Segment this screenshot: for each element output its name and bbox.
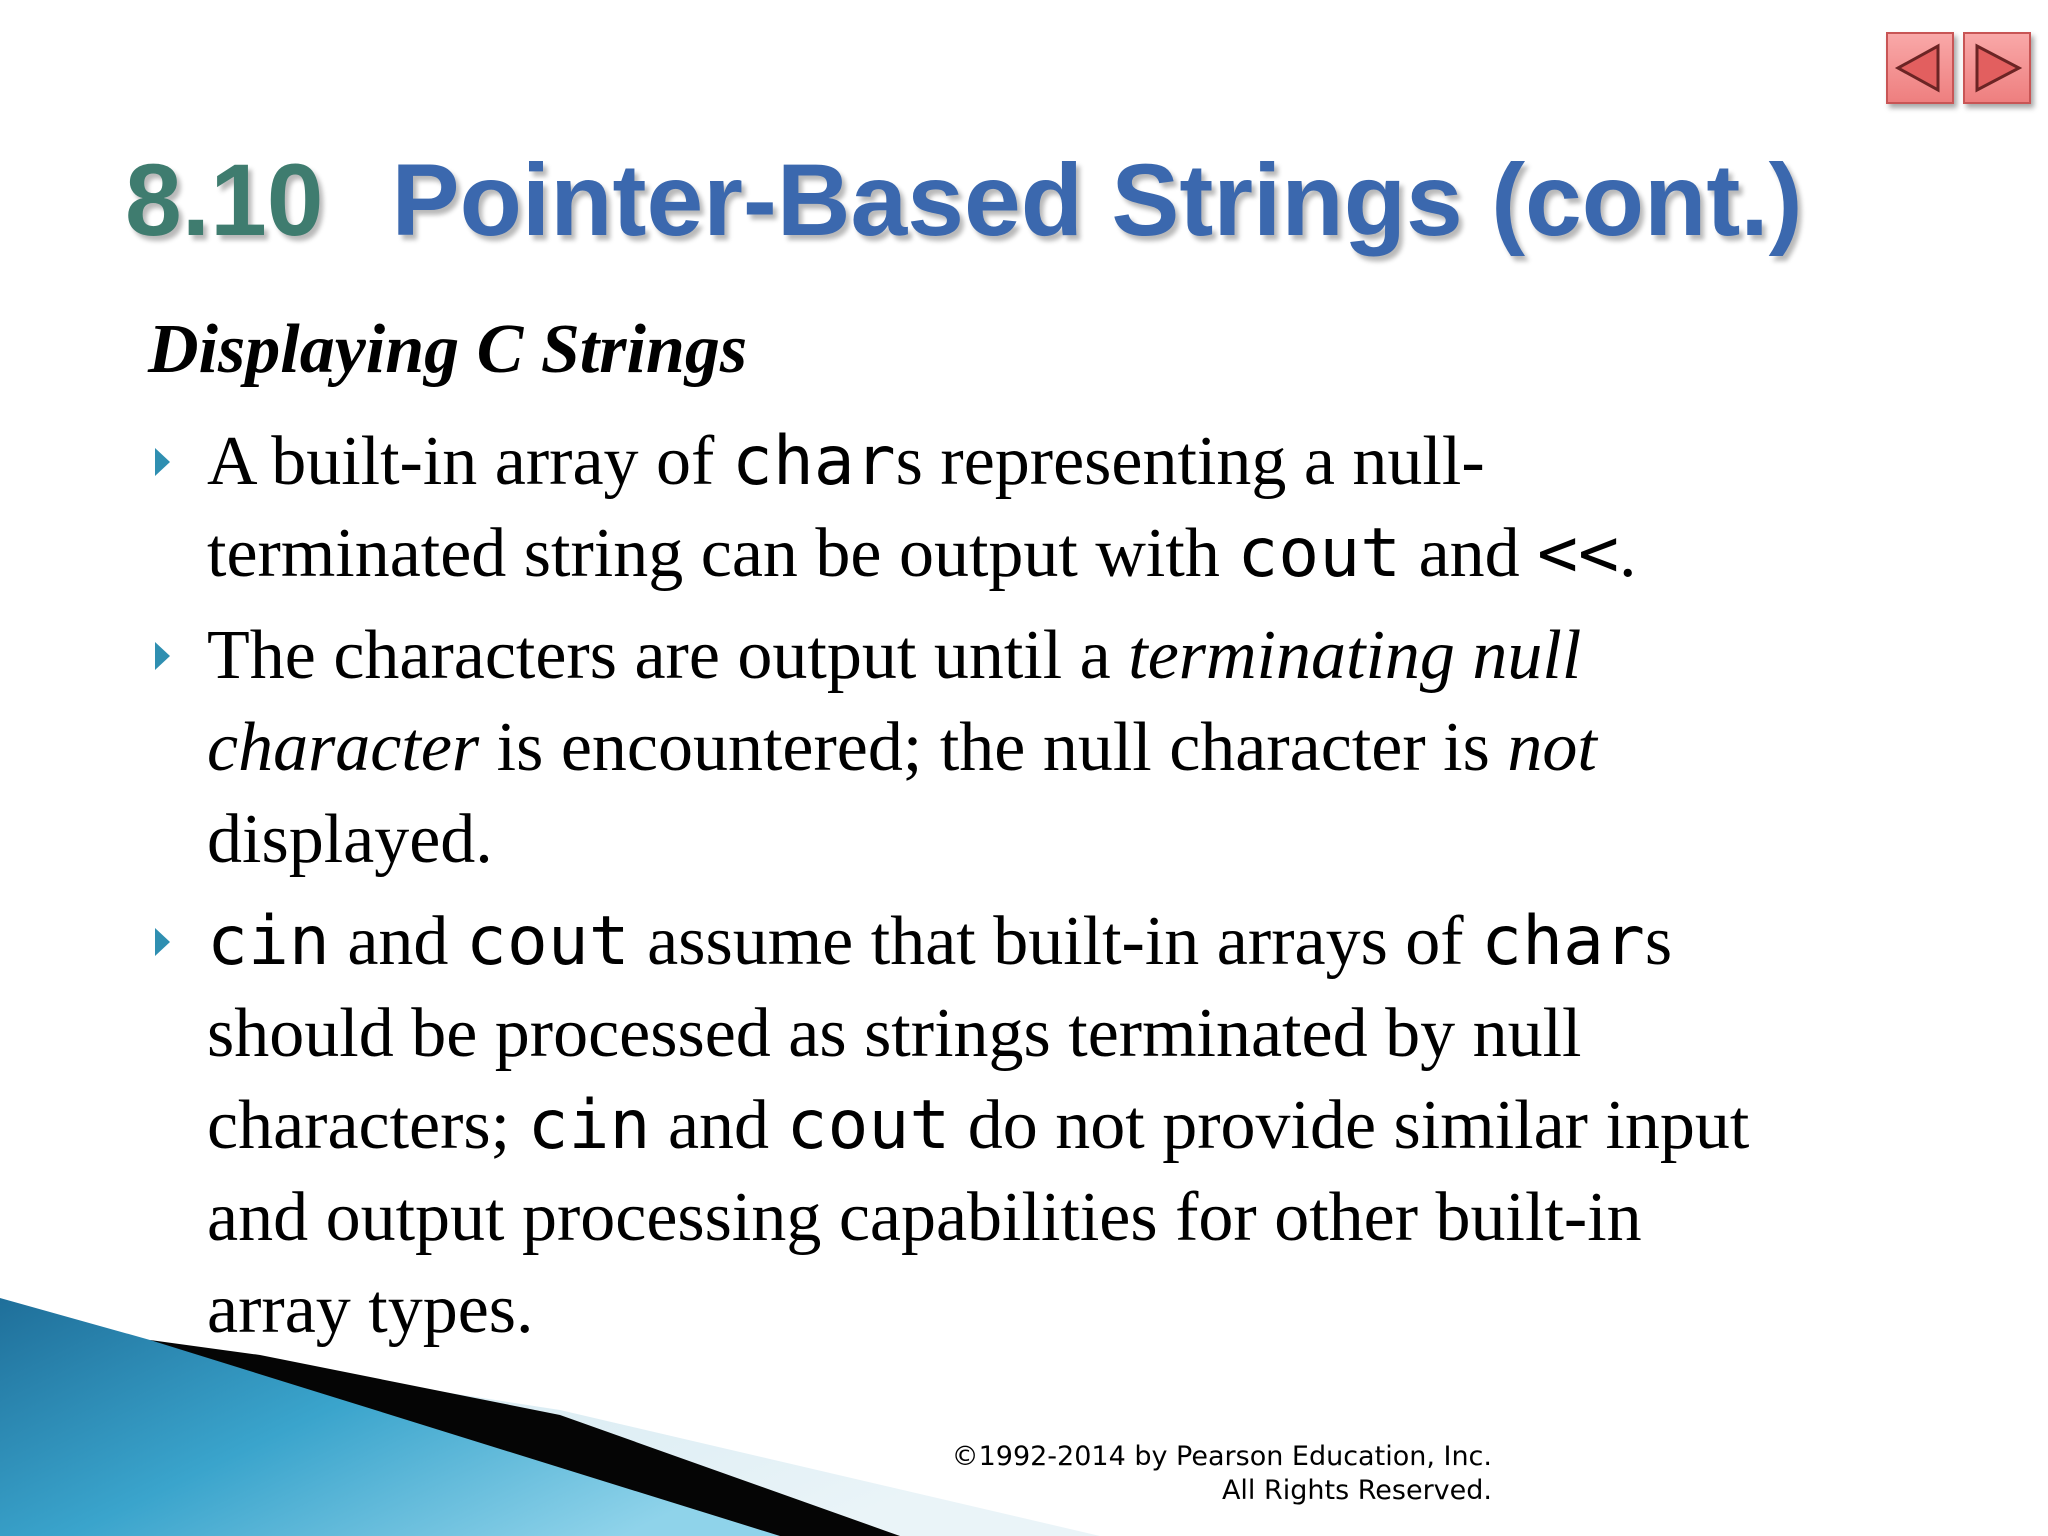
text-run: do not provide similar input xyxy=(950,1087,1750,1164)
triangle-left-icon xyxy=(1888,34,1952,102)
code-term: char xyxy=(731,422,896,501)
slide-title xyxy=(125,140,1803,260)
text-run: and xyxy=(1401,515,1538,592)
code-term: cin xyxy=(207,902,330,981)
subheading: Displaying C Strings xyxy=(148,311,748,388)
text-run: terminated string can be output with xyxy=(207,515,1238,592)
text-run: s xyxy=(1644,903,1673,980)
text-run: s representing a null- xyxy=(895,423,1485,500)
text-run: characters; xyxy=(207,1087,528,1164)
code-term: cout xyxy=(1237,514,1402,593)
emphasis-text: not xyxy=(1507,709,1597,786)
bullet-marker-icon xyxy=(155,448,170,476)
rights-line: All Rights Reserved. xyxy=(1221,1475,1492,1506)
text-run: The characters are output until a xyxy=(207,617,1129,694)
code-term: << xyxy=(1537,514,1620,593)
bullet-text xyxy=(207,896,1987,1356)
bullet-marker-icon xyxy=(155,642,170,670)
text-run: is encountered; the null character is xyxy=(479,709,1508,786)
text-run: array types. xyxy=(207,1271,534,1348)
code-term: cout xyxy=(465,902,630,981)
text-run: displayed. xyxy=(207,801,493,878)
bullet-text xyxy=(207,610,1987,886)
bullet-text xyxy=(207,416,1987,600)
previous-slide-button[interactable] xyxy=(1886,32,1954,104)
title-text: Pointer-Based Strings (cont.) xyxy=(391,143,1803,257)
copyright-notice xyxy=(900,1440,1492,1508)
text-run: . xyxy=(1619,515,1637,592)
text-run: and xyxy=(329,903,466,980)
triangle-right-icon xyxy=(1965,34,2029,102)
next-slide-button[interactable] xyxy=(1963,32,2031,104)
text-run: assume that built-in arrays of xyxy=(629,903,1482,980)
copyright-line: ©1992-2014 by Pearson Education, Inc. xyxy=(951,1441,1492,1472)
code-term: char xyxy=(1481,902,1645,981)
emphasis-text: character xyxy=(207,709,480,786)
text-run: and output processing capabilities for other built-in xyxy=(207,1179,1642,1256)
emphasis-text: terminating null xyxy=(1128,617,1582,694)
code-term: cout xyxy=(786,1086,951,1165)
text-run: should be processed as strings terminated by null xyxy=(207,995,1582,1072)
bullet-marker-icon xyxy=(155,928,170,956)
text-run: A built-in array of xyxy=(207,423,732,500)
code-term: cin xyxy=(527,1086,651,1165)
section-number: 8.10 xyxy=(125,143,324,257)
text-run: and xyxy=(650,1087,787,1164)
